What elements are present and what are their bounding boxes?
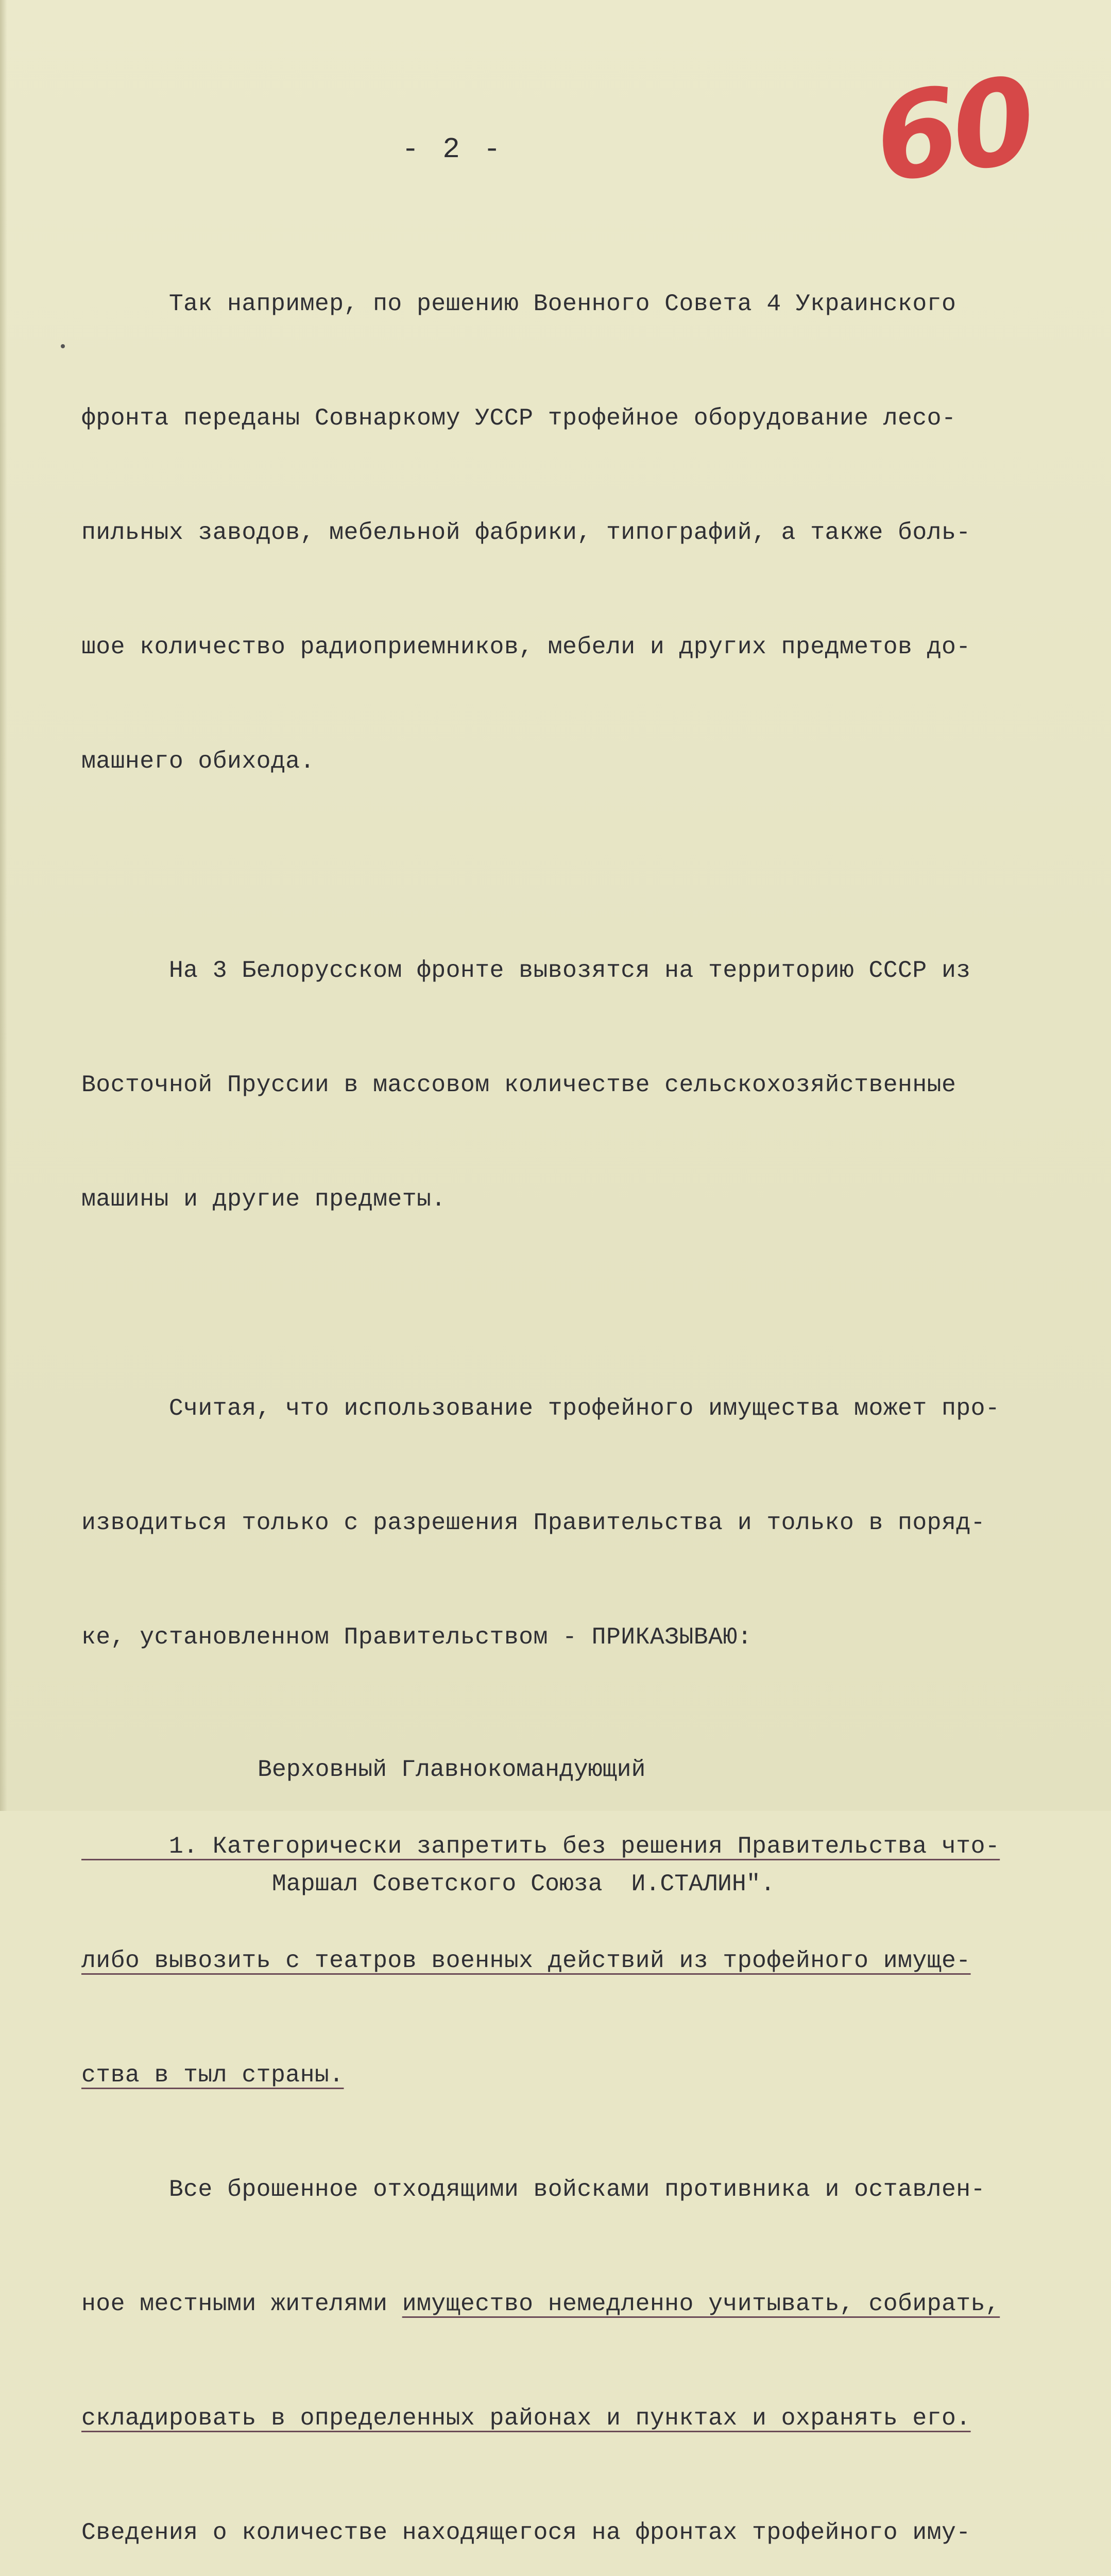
text-line: машины и другие предметы. [81, 1185, 446, 1213]
document-body [81, 209, 1091, 2576]
underlined-line: 1. Категорически запретить без решения Правительства что- [81, 1833, 1000, 1860]
signature-title: Верховный Главнокомандующий [258, 1756, 646, 1783]
text-line: машнего обихода. [81, 748, 315, 775]
signature-block [258, 1674, 775, 1979]
underlined-line: складировать в определенных районах и пунктах и охранять его. [81, 2404, 971, 2432]
text-line: Так например, по решению Военного Совета 4 Украинского [81, 290, 956, 317]
text-line: ке, установленном Правительством - ПРИКАЗЫВАЮ: [81, 1623, 753, 1651]
underlined-segment: имущество немедленно учитывать, собирать, [402, 2290, 1000, 2317]
text-line: Все брошенное отходящими войсками противника и оставлен- [81, 2176, 985, 2203]
signature-name: Маршал Советского Союза И.СТАЛИН". [258, 1870, 775, 1897]
margin-dot [61, 344, 65, 348]
text-line: Восточной Пруссии в массовом количестве сельскохозяйственные [81, 1071, 956, 1098]
text-line: фронта переданы Совнаркому УССР трофейное оборудование лесо- [81, 404, 956, 432]
text-line: Считая, что использование трофейного имущества может про- [81, 1395, 1000, 1422]
page-number: - 2 - [402, 133, 504, 166]
underlined-line: либо вывозить с театров военных действий из трофейного имуще- [81, 1947, 971, 1974]
underlined-line: ства в тыл страны. [81, 2061, 344, 2089]
text-line: изводиться только с разрешения Правительства и только в поряд- [81, 1509, 985, 1536]
text-line [81, 2285, 1091, 2323]
text-line: На 3 Белорусском фронте вывозятся на территорию СССР из [81, 957, 971, 984]
page-edge-shadow [0, 0, 7, 1811]
text-line: Сведения о количестве находящегося на фронтах трофейного иму- [81, 2519, 971, 2546]
text-line: шое количество радиоприемников, мебели и других предметов до- [81, 633, 971, 660]
text-segment: ное местными жителями [81, 2290, 402, 2317]
text-line: пильных заводов, мебельной фабрики, типографий, а также боль- [81, 519, 971, 546]
folio-number-handwritten: 60 [866, 52, 1039, 210]
